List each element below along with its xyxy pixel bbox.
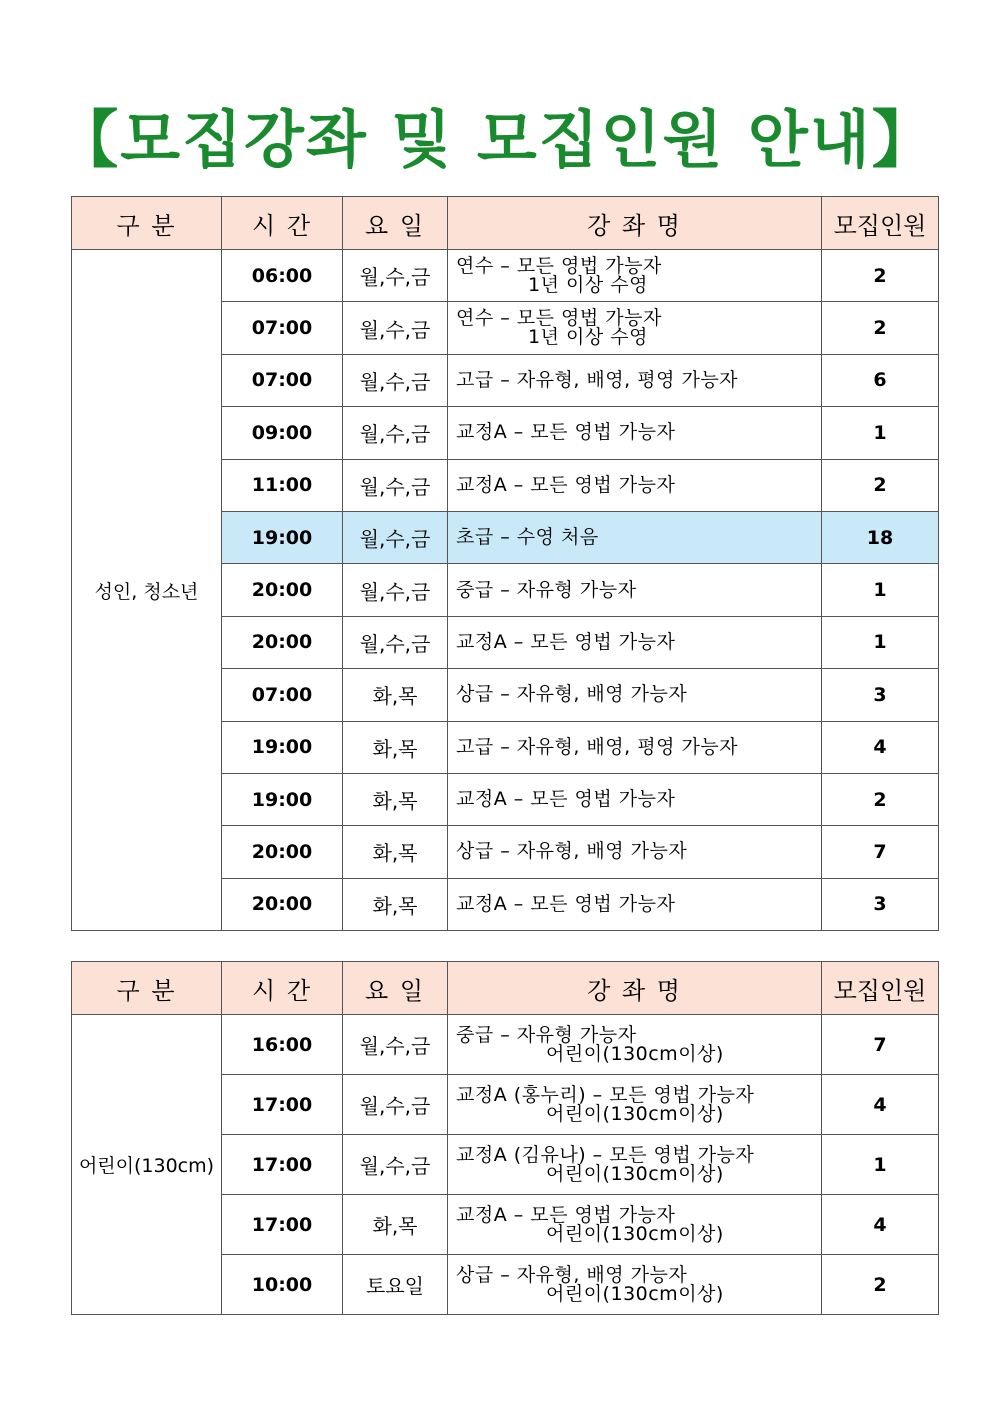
count-cell: 1: [822, 407, 939, 459]
header-count: 모집인원: [822, 962, 939, 1015]
time-cell: 07:00: [222, 669, 343, 721]
course-name-cell: [448, 511, 822, 563]
course-line: 교정A – 모든 영법 가능자: [456, 1203, 676, 1226]
course-name-cell: [448, 302, 822, 354]
count-cell: 4: [822, 721, 939, 773]
day-cell: 월,수,금: [343, 1015, 448, 1075]
course-name-cell: [448, 1015, 822, 1075]
header-course: 강 좌 명: [448, 197, 822, 250]
course-line: 고급 – 자유형, 배영, 평영 가능자: [456, 368, 739, 391]
time-cell: 20:00: [222, 564, 343, 616]
course-line: 상급 – 자유형, 배영 가능자: [456, 840, 688, 863]
count-cell: 7: [822, 826, 939, 878]
count-cell: 18: [822, 511, 939, 563]
time-cell: 06:00: [222, 250, 343, 302]
header-time: 시 간: [222, 962, 343, 1015]
count-cell: 7: [822, 1015, 939, 1075]
child-rows: [72, 1015, 939, 1315]
course-subline: 1년 이상 수영: [528, 326, 648, 349]
course-name-cell: [448, 407, 822, 459]
day-cell: 월,수,금: [343, 302, 448, 354]
category-cell: 어린이(130cm): [72, 1015, 222, 1315]
time-cell: 20:00: [222, 878, 343, 930]
time-cell: 20:00: [222, 826, 343, 878]
time-cell: 20:00: [222, 616, 343, 668]
course-name-cell: [448, 564, 822, 616]
course-name-cell: [448, 459, 822, 511]
time-cell: 19:00: [222, 773, 343, 825]
course-subline: 어린이(130cm이상): [546, 1162, 724, 1185]
course-line: 중급 – 자유형 가능자: [456, 578, 637, 601]
table-row: [72, 1015, 939, 1075]
course-name-cell: [448, 1195, 822, 1255]
day-cell: 월,수,금: [343, 564, 448, 616]
course-name-cell: [448, 616, 822, 668]
course-line: 교정A (김유나) – 모든 영법 가능자: [456, 1143, 755, 1166]
time-cell: 09:00: [222, 407, 343, 459]
course-line: 고급 – 자유형, 배영, 평영 가능자: [456, 735, 739, 758]
course-name-cell: [448, 878, 822, 930]
count-cell: 2: [822, 302, 939, 354]
course-name-cell: [448, 1135, 822, 1195]
count-cell: 6: [822, 354, 939, 406]
course-line: 교정A (홍누리) – 모든 영법 가능자: [456, 1083, 755, 1106]
count-cell: 1: [822, 616, 939, 668]
adult-rows: [72, 250, 939, 931]
day-cell: 월,수,금: [343, 407, 448, 459]
count-cell: 4: [822, 1075, 939, 1135]
course-name-cell: [448, 721, 822, 773]
course-line: 교정A – 모든 영법 가능자: [456, 892, 676, 915]
day-cell: 화,목: [343, 721, 448, 773]
course-subline: 어린이(130cm이상): [546, 1282, 724, 1305]
day-cell: 화,목: [343, 669, 448, 721]
course-subline: 어린이(130cm이상): [546, 1222, 724, 1245]
category-cell: 성인, 청소년: [72, 250, 222, 931]
time-cell: 07:00: [222, 354, 343, 406]
course-line: 교정A – 모든 영법 가능자: [456, 788, 676, 811]
course-name-cell: [448, 826, 822, 878]
time-cell: 17:00: [222, 1135, 343, 1195]
time-cell: 19:00: [222, 721, 343, 773]
time-cell: 17:00: [222, 1075, 343, 1135]
header-course: 강 좌 명: [448, 962, 822, 1015]
course-line: 연수 – 모든 영법 가능자: [456, 307, 662, 330]
course-line: 상급 – 자유형, 배영 가능자: [456, 683, 688, 706]
day-cell: 월,수,금: [343, 354, 448, 406]
count-cell: 4: [822, 1195, 939, 1255]
header-row: [72, 197, 939, 250]
course-subline: 어린이(130cm이상): [546, 1102, 724, 1125]
count-cell: 2: [822, 1255, 939, 1315]
count-cell: 1: [822, 1135, 939, 1195]
header-category: 구 분: [72, 962, 222, 1015]
day-cell: 월,수,금: [343, 616, 448, 668]
time-cell: 19:00: [222, 511, 343, 563]
course-line: 교정A – 모든 영법 가능자: [456, 630, 676, 653]
count-cell: 3: [822, 669, 939, 721]
course-line: 교정A – 모든 영법 가능자: [456, 421, 676, 444]
day-cell: 월,수,금: [343, 459, 448, 511]
course-name-cell: [448, 1255, 822, 1315]
time-cell: 10:00: [222, 1255, 343, 1315]
count-cell: 2: [822, 773, 939, 825]
course-line: 상급 – 자유형, 배영 가능자: [456, 1263, 688, 1286]
day-cell: 월,수,금: [343, 1135, 448, 1195]
header-time: 시 간: [222, 197, 343, 250]
day-cell: 화,목: [343, 773, 448, 825]
day-cell: 화,목: [343, 878, 448, 930]
table-row: [72, 250, 939, 302]
course-line: 교정A – 모든 영법 가능자: [456, 473, 676, 496]
time-cell: 17:00: [222, 1195, 343, 1255]
count-cell: 2: [822, 250, 939, 302]
course-line: 중급 – 자유형 가능자: [456, 1023, 637, 1046]
header-day: 요 일: [343, 962, 448, 1015]
header-day: 요 일: [343, 197, 448, 250]
day-cell: 월,수,금: [343, 511, 448, 563]
header-category: 구 분: [72, 197, 222, 250]
course-line: 연수 – 모든 영법 가능자: [456, 254, 662, 277]
course-subline: 1년 이상 수영: [528, 273, 648, 296]
course-name-cell: [448, 669, 822, 721]
child-schedule-table: [71, 961, 939, 1315]
count-cell: 1: [822, 564, 939, 616]
header-row: [72, 962, 939, 1015]
page-title: 【모집강좌 및 모집인원 안내】: [56, 103, 936, 176]
course-name-cell: [448, 354, 822, 406]
day-cell: 토요일: [343, 1255, 448, 1315]
course-line: 초급 – 수영 처음: [456, 526, 599, 549]
course-name-cell: [448, 773, 822, 825]
count-cell: 2: [822, 459, 939, 511]
day-cell: 화,목: [343, 826, 448, 878]
course-subline: 어린이(130cm이상): [546, 1042, 724, 1065]
day-cell: 월,수,금: [343, 250, 448, 302]
day-cell: 화,목: [343, 1195, 448, 1255]
course-name-cell: [448, 250, 822, 302]
day-cell: 월,수,금: [343, 1075, 448, 1135]
time-cell: 16:00: [222, 1015, 343, 1075]
count-cell: 3: [822, 878, 939, 930]
time-cell: 11:00: [222, 459, 343, 511]
adult-schedule-table: [71, 196, 939, 931]
header-count: 모집인원: [822, 197, 939, 250]
course-name-cell: [448, 1075, 822, 1135]
time-cell: 07:00: [222, 302, 343, 354]
